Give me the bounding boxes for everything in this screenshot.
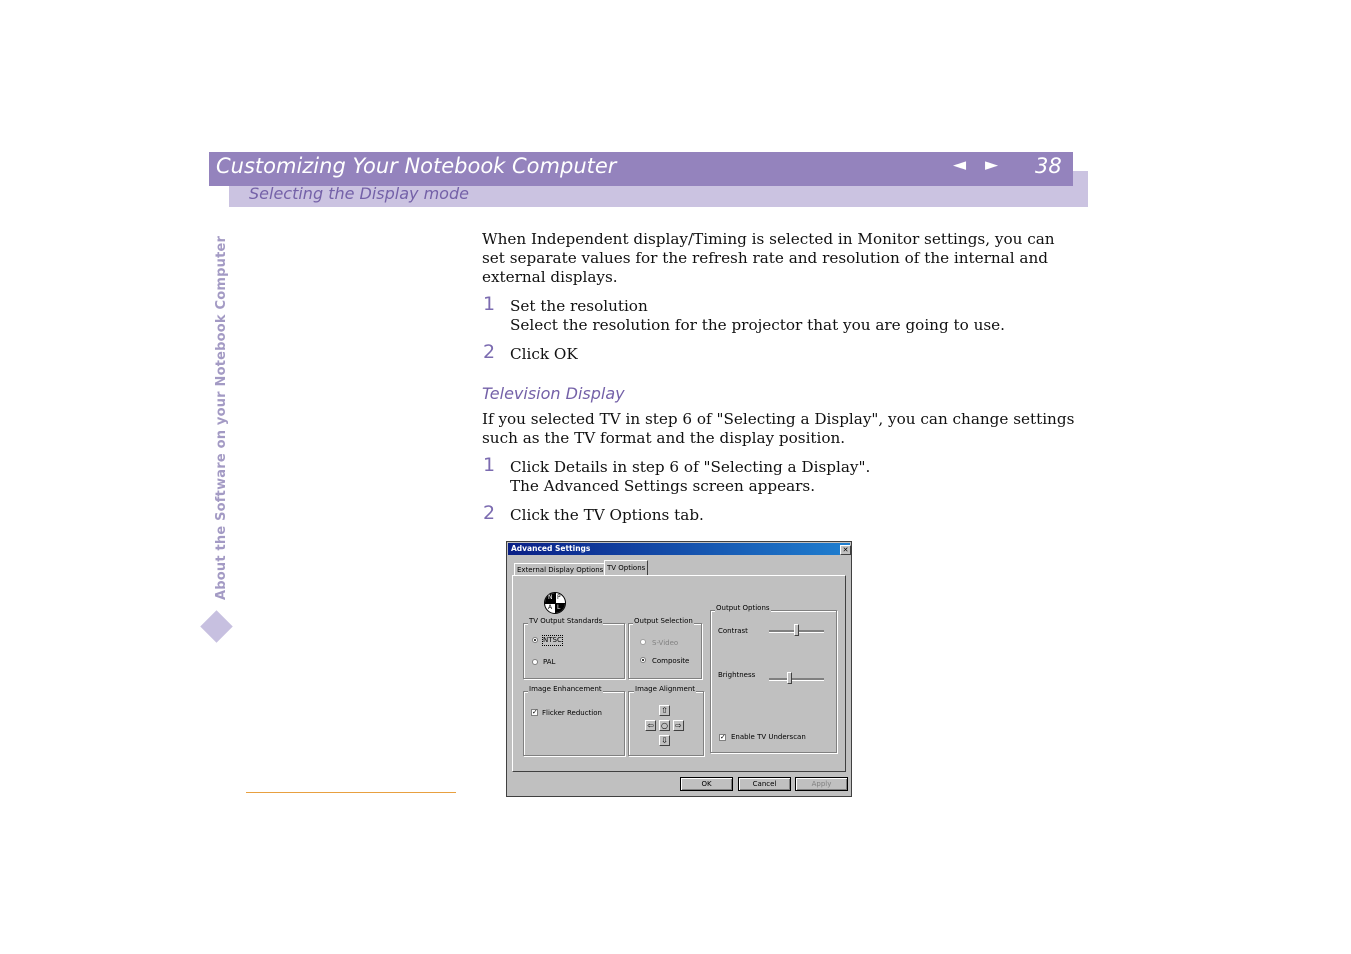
step-number: 1 xyxy=(483,454,496,476)
underscan-label[interactable]: Enable TV Underscan xyxy=(731,733,806,741)
step-text: Set the resolution xyxy=(510,297,648,315)
step-number: 2 xyxy=(483,502,496,524)
brightness-slider-thumb[interactable] xyxy=(787,672,792,684)
dialog-titlebar xyxy=(508,543,850,555)
step-number: 2 xyxy=(483,341,496,363)
tv-logo-icon xyxy=(544,592,566,614)
align-center-icon[interactable]: ○ xyxy=(659,720,670,731)
align-right-icon[interactable]: ⇨ xyxy=(673,720,684,731)
align-down-icon[interactable]: ⇩ xyxy=(659,735,670,746)
tv-logo-letter: P xyxy=(557,594,561,601)
image-enhancement-group xyxy=(523,691,625,756)
tv-logo-letter: L xyxy=(557,604,561,611)
pal-radio[interactable] xyxy=(532,659,538,665)
group-label: Image Enhancement xyxy=(529,685,602,693)
dialog-title: Advanced Settings xyxy=(511,544,591,553)
tv-logo-letter: A xyxy=(548,604,553,611)
ok-button[interactable]: OK xyxy=(680,777,733,791)
next-page-arrow-icon[interactable]: ► xyxy=(985,155,999,175)
apply-button[interactable]: Apply xyxy=(795,777,848,791)
section-paragraph: If you selected TV in step 6 of "Selecting a Display", you can change settings such as the TV format and the display position. xyxy=(482,410,1075,447)
cancel-button[interactable]: Cancel xyxy=(738,777,791,791)
step-detail: The Advanced Settings screen appears. xyxy=(510,477,816,495)
output-selection-group xyxy=(628,623,702,679)
previous-page-arrow-icon[interactable]: ◄ xyxy=(953,155,967,175)
s-video-label[interactable]: S-Video xyxy=(652,639,679,647)
contrast-slider-thumb[interactable] xyxy=(794,624,799,636)
diamond-icon xyxy=(200,610,233,643)
pal-label[interactable]: PAL xyxy=(543,658,556,666)
group-label: Output Selection xyxy=(634,617,693,625)
tv-output-standards-group xyxy=(523,623,625,679)
footer-rule xyxy=(246,792,456,793)
ntsc-radio[interactable] xyxy=(532,637,538,643)
group-label: TV Output Standards xyxy=(529,617,603,625)
intro-paragraph: When Independent display/Timing is selected in Monitor settings, you can set separate values for the refresh rate and resolution of the internal and external displays. xyxy=(482,230,1055,286)
brightness-label: Brightness xyxy=(718,671,756,679)
composite-radio[interactable] xyxy=(640,657,646,663)
group-label: Image Alignment xyxy=(635,685,696,693)
step-detail: Select the resolution for the projector that you are going to use. xyxy=(510,316,1005,334)
align-left-icon[interactable]: ⇦ xyxy=(645,720,656,731)
step-number: 1 xyxy=(483,293,496,315)
page-number: 38 xyxy=(1035,154,1062,178)
tv-logo-letter: N xyxy=(548,594,553,601)
sidebar-vertical-title: About the Software on your Notebook Computer xyxy=(214,235,229,600)
step-text: Click Details in step 6 of "Selecting a Display". xyxy=(510,458,871,476)
flicker-reduction-checkbox[interactable]: ✓ xyxy=(532,708,538,716)
align-up-icon[interactable]: ⇧ xyxy=(659,705,670,716)
advanced-settings-dialog xyxy=(506,541,852,797)
chapter-title: Customizing Your Notebook Computer xyxy=(216,154,617,178)
composite-label[interactable]: Composite xyxy=(652,657,690,665)
section-heading: Television Display xyxy=(482,384,625,403)
s-video-radio[interactable] xyxy=(640,639,646,645)
contrast-label: Contrast xyxy=(718,627,748,635)
brightness-slider-track[interactable] xyxy=(769,678,824,681)
close-icon[interactable]: ✕ xyxy=(840,545,851,555)
ntsc-label[interactable]: NTSC xyxy=(543,636,562,644)
tab-external-display-options[interactable]: External Display Options xyxy=(514,563,606,576)
flicker-reduction-label[interactable]: Flicker Reduction xyxy=(542,709,602,717)
group-label: Output Options xyxy=(716,604,770,612)
step-text: Click the TV Options tab. xyxy=(510,506,704,524)
step-text: Click OK xyxy=(510,345,578,363)
underscan-checkbox[interactable]: ✓ xyxy=(720,733,726,741)
tab-tv-options[interactable]: TV Options xyxy=(604,560,648,576)
section-title: Selecting the Display mode xyxy=(249,184,469,203)
